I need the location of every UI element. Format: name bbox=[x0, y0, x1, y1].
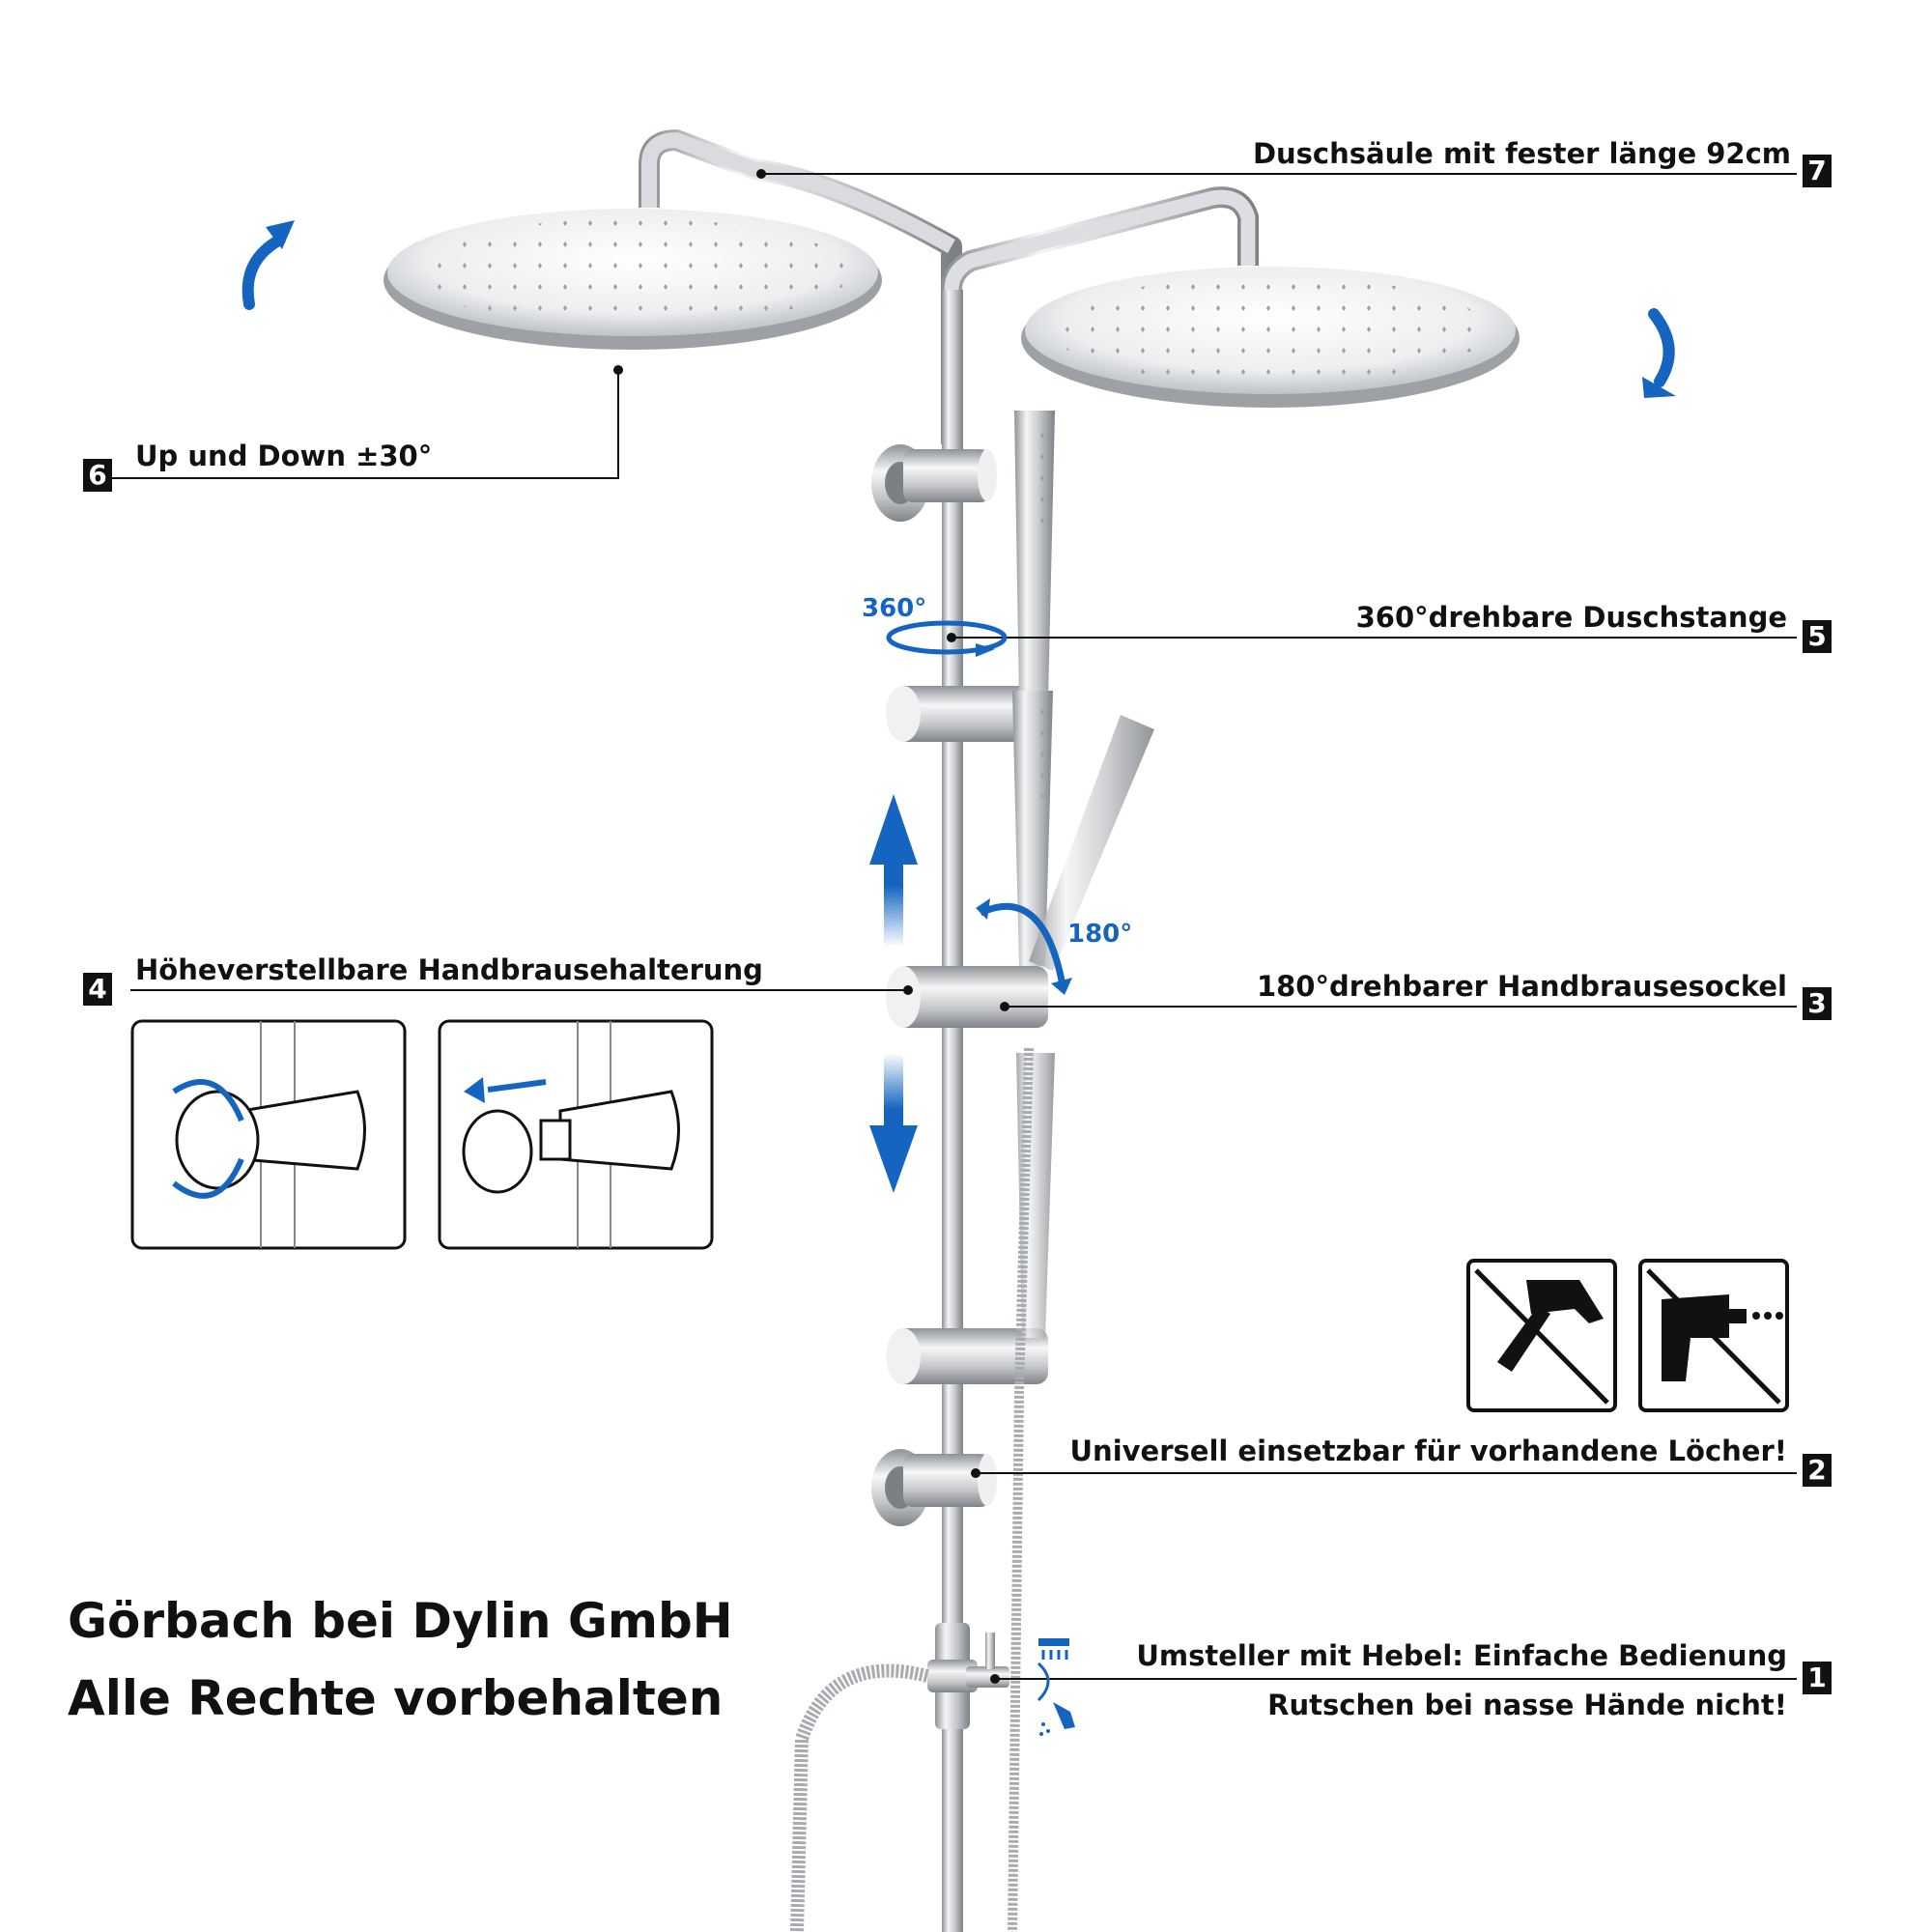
height-down-arrow bbox=[869, 1053, 918, 1193]
callout-1-badge: 1 bbox=[1803, 1662, 1832, 1694]
callout-7-badge: 7 bbox=[1803, 155, 1832, 187]
callout-3-label: 180°drehbarer Handbrausesockel bbox=[1256, 970, 1787, 1003]
rain-spray-icon bbox=[1038, 1638, 1069, 1660]
hose-left bbox=[797, 1671, 927, 1932]
wall-bracket-top bbox=[871, 444, 997, 522]
wall-bracket-bottom bbox=[871, 1449, 997, 1526]
callout-4-label: Höheverstellbare Handbrausehalterung bbox=[135, 953, 763, 986]
callout-2-badge: 2 bbox=[1803, 1454, 1832, 1487]
rotation-360-label: 360° bbox=[862, 594, 927, 623]
tilt-up-arrow bbox=[248, 240, 280, 304]
callout-5-label: 360°drehbare Duschstange bbox=[1355, 601, 1787, 634]
callout-6-label: Up und Down ±30° bbox=[135, 440, 433, 472]
hose-right bbox=[1012, 1048, 1029, 1932]
hand-shower-top bbox=[1014, 411, 1055, 700]
detail-box-rotate bbox=[132, 1021, 405, 1248]
switch-arc-icon bbox=[1038, 1663, 1048, 1700]
rotation-180-label: 180° bbox=[1067, 920, 1133, 949]
callout-4-badge: 4 bbox=[83, 973, 112, 1006]
hand-shower-icon bbox=[1039, 1702, 1075, 1736]
callout-5-badge: 5 bbox=[1803, 620, 1832, 653]
callout-3-badge: 3 bbox=[1803, 987, 1832, 1020]
callout-7-label: Duschsäule mit fester länge 92cm bbox=[1252, 137, 1791, 170]
callout-1-label: Umsteller mit Hebel: Einfache Bedienung bbox=[1136, 1639, 1787, 1672]
left-rain-shower-head bbox=[384, 209, 882, 350]
no-hammer-icon bbox=[1468, 1261, 1615, 1410]
callout-1-label-line2: Rutschen bei nasse Hände nicht! bbox=[1267, 1689, 1787, 1721]
right-rain-shower-head bbox=[1021, 267, 1520, 408]
holder-middle bbox=[886, 966, 1048, 1028]
callout-2-label: Universell einsetzbar für vorhandene Löcher! bbox=[1069, 1435, 1787, 1467]
no-drill-icon bbox=[1640, 1261, 1787, 1410]
detail-box-remove bbox=[440, 1021, 712, 1248]
height-up-arrow bbox=[869, 794, 918, 947]
callout-6-badge: 6 bbox=[83, 459, 112, 492]
tilt-down-arrow bbox=[1654, 314, 1669, 382]
copyright-line-2: Alle Rechte vorbehalten bbox=[68, 1670, 724, 1726]
copyright-line-1: Görbach bei Dylin GmbH bbox=[68, 1593, 733, 1649]
